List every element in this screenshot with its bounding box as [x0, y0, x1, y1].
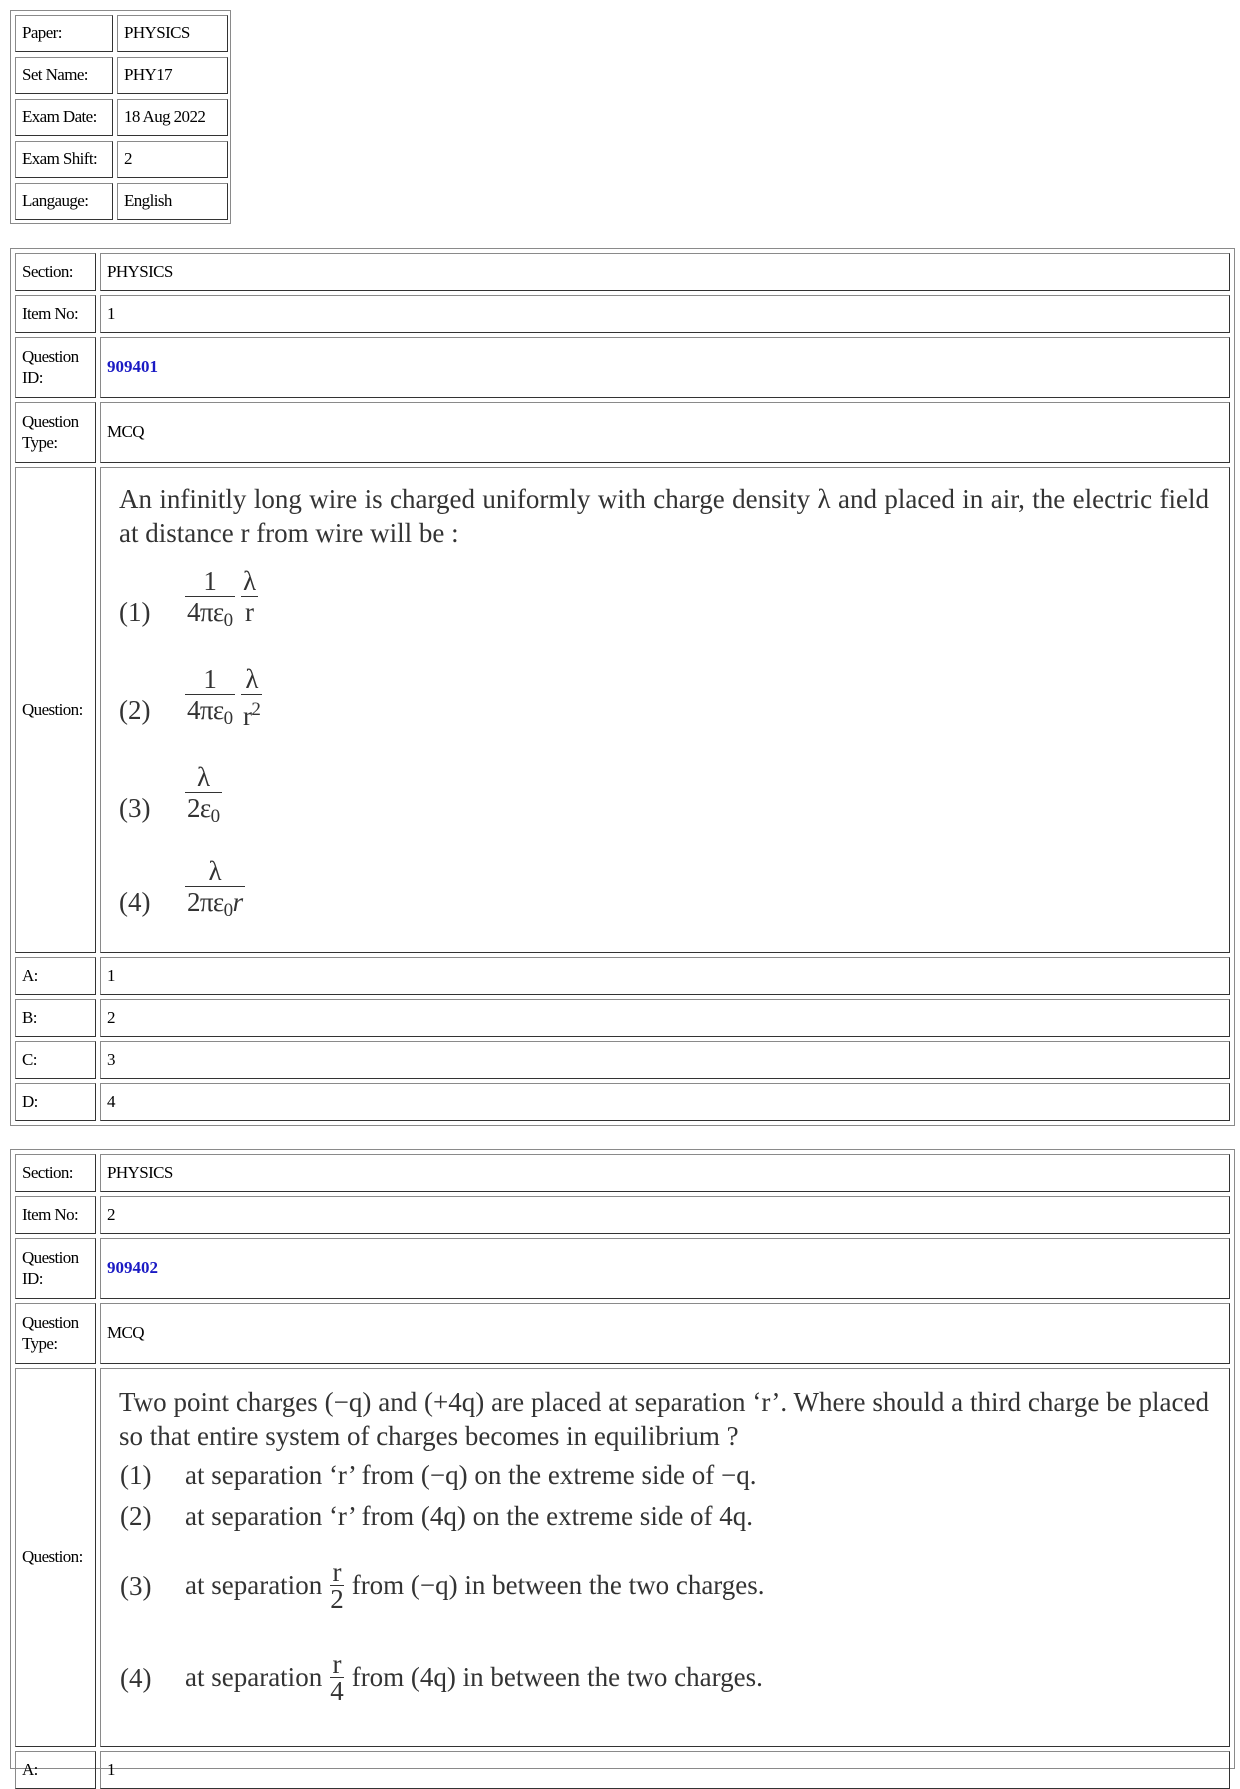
question-2-table — [10, 1149, 1235, 1779]
q2-item-label: Item No: — [15, 1196, 96, 1234]
exam-info-table — [10, 10, 231, 224]
paper-row — [15, 15, 226, 52]
q1-type-value: MCQ — [100, 402, 1230, 463]
q2-option-1-number: (1) — [120, 1460, 152, 1490]
q2-id-row — [15, 1238, 1230, 1299]
exam-date-label: Exam Date: — [15, 99, 113, 136]
q1-option-4-fraction — [185, 856, 245, 926]
q1-section-row — [15, 253, 1230, 291]
q2-answer-a-row — [15, 1751, 1230, 1789]
language-label: Langauge: — [15, 183, 113, 220]
q1-question-body — [100, 467, 1230, 953]
q2-option-2-number: (2) — [120, 1501, 152, 1531]
q1-answer-c-row — [15, 1041, 1230, 1079]
q1-item-label: Item No: — [15, 295, 96, 333]
q2-question-id: 909402 — [100, 1238, 1230, 1299]
paper-label: Paper: — [15, 15, 113, 52]
q1-option-4-r: r — [232, 887, 243, 917]
q1-option-2-fraction-a — [185, 664, 235, 734]
q2-option-3-fraction — [330, 1556, 344, 1614]
q2-option-4-text — [185, 1637, 763, 1717]
q1-option-2-lambda: λ — [245, 664, 258, 694]
q1-section-label: Section: — [15, 253, 96, 291]
q2-option-3-suffix: from (−q) in between the two charges. — [351, 1569, 765, 1600]
q1-option-1-denominator: 4πε — [187, 597, 224, 627]
q1-item-value: 1 — [100, 295, 1230, 333]
q2-option-4-frac-num: r — [332, 1648, 342, 1679]
q1-type-label: Question Type: — [15, 402, 96, 463]
q1-option-1-lambda: λ — [243, 566, 256, 596]
q1-option-2-exponent: 2 — [251, 699, 261, 720]
q2-type-row — [15, 1303, 1230, 1364]
q1-option-3-fraction — [185, 762, 222, 832]
q1-option-1-number: (1) — [119, 597, 151, 627]
q2-answer-a-value: 1 — [100, 1751, 1230, 1789]
q1-section-value: PHYSICS — [100, 253, 1230, 291]
q2-question-body — [100, 1368, 1230, 1747]
q2-section-label: Section: — [15, 1154, 96, 1192]
q1-item-row — [15, 295, 1230, 333]
q1-answer-a-label: A: — [15, 957, 96, 995]
q1-answer-c-value: 3 — [100, 1041, 1230, 1079]
q1-option-3-lambda: λ — [197, 762, 210, 792]
set-name-row — [15, 57, 226, 94]
q1-option-4-number: (4) — [119, 887, 151, 917]
q2-option-3-prefix: at separation — [185, 1569, 323, 1600]
q1-answer-d-row — [15, 1083, 1230, 1121]
q1-answer-c-label: C: — [15, 1041, 96, 1079]
q1-option-1-fraction-b — [241, 566, 258, 627]
exam-shift-label: Exam Shift: — [15, 141, 113, 178]
q1-question-row — [15, 467, 1230, 953]
exam-shift-row — [15, 141, 226, 178]
q2-option-4-prefix: at separation — [185, 1661, 323, 1692]
q1-answer-a-row — [15, 957, 1230, 995]
language-value: English — [117, 183, 228, 220]
q1-question-id: 909401 — [100, 337, 1230, 398]
q2-option-2-text: at separation ‘r’ from (4q) on the extreme side of 4q. — [185, 1501, 754, 1531]
q1-option-3-number: (3) — [119, 793, 151, 823]
q1-option-2-r: r — [243, 701, 252, 731]
q2-option-4-suffix: from (4q) in between the two charges. — [351, 1661, 763, 1692]
language-row — [15, 183, 226, 220]
q1-option-4-subscript: 0 — [223, 900, 233, 921]
q2-id-label: Question ID: — [15, 1238, 96, 1299]
q2-option-4-number: (4) — [120, 1663, 152, 1693]
q1-id-label: Question ID: — [15, 337, 96, 398]
q1-answer-d-label: D: — [15, 1083, 96, 1121]
q1-option-3-subscript: 0 — [210, 806, 220, 827]
q1-option-4-denominator: 2πε — [187, 887, 224, 917]
q2-section-row — [15, 1154, 1230, 1192]
q2-question-label: Question: — [15, 1368, 96, 1747]
q2-question-text: Two point charges (−q) and (+4q) are placed at separation ‘r’. Where should a third charge be placed so that entire system of charges becomes in equilibrium ? — [119, 1387, 1209, 1451]
q1-question-text: An infinitly long wire is charged uniformly with charge density λ and placed in air, the electric field at distance r from wire will be : — [119, 484, 1209, 548]
q1-option-1-r: r — [245, 597, 254, 627]
q2-item-value: 2 — [100, 1196, 1230, 1234]
q1-option-2-number: (2) — [119, 695, 151, 725]
q1-question-label: Question: — [15, 467, 96, 953]
q1-option-3-denominator: 2ε — [187, 793, 211, 823]
exam-date-value: 18 Aug 2022 — [117, 99, 228, 136]
q1-type-row — [15, 402, 1230, 463]
q1-answer-b-row — [15, 999, 1230, 1037]
paper-value: PHYSICS — [117, 15, 228, 52]
q2-option-3-number: (3) — [120, 1571, 152, 1601]
q2-section-value: PHYSICS — [100, 1154, 1230, 1192]
q1-answer-b-label: B: — [15, 999, 96, 1037]
exam-shift-value: 2 — [117, 141, 228, 178]
q2-option-3-text — [185, 1545, 765, 1625]
q2-option-3-frac-num: r — [332, 1556, 342, 1587]
q2-type-value: MCQ — [100, 1303, 1230, 1364]
q2-answer-a-label: A: — [15, 1751, 96, 1789]
set-name-label: Set Name: — [15, 57, 113, 94]
q1-option-2-subscript: 0 — [223, 708, 233, 729]
question-1-table — [10, 248, 1235, 1126]
q2-option-4-fraction — [330, 1648, 344, 1706]
q1-option-2-fraction-b — [241, 664, 262, 731]
q2-option-1-text: at separation ‘r’ from (−q) on the extreme side of −q. — [185, 1460, 757, 1490]
q1-option-2-numerator: 1 — [203, 664, 217, 694]
q2-question-row — [15, 1368, 1230, 1747]
q2-option-4-frac-den: 4 — [330, 1675, 344, 1706]
exam-date-row — [15, 99, 226, 136]
q1-option-4-lambda: λ — [208, 856, 221, 886]
q1-answer-d-value: 4 — [100, 1083, 1230, 1121]
q1-id-row — [15, 337, 1230, 398]
q1-answer-b-value: 2 — [100, 999, 1230, 1037]
q1-answer-a-value: 1 — [100, 957, 1230, 995]
set-name-value: PHY17 — [117, 57, 228, 94]
q1-option-2-denominator: 4πε — [187, 695, 224, 725]
q1-option-1-fraction-a — [185, 566, 235, 636]
q2-type-label: Question Type: — [15, 1303, 96, 1364]
q2-item-row — [15, 1196, 1230, 1234]
q2-option-3-frac-den: 2 — [330, 1583, 344, 1614]
q1-option-1-subscript: 0 — [223, 610, 233, 631]
q1-option-1-numerator: 1 — [203, 566, 217, 596]
